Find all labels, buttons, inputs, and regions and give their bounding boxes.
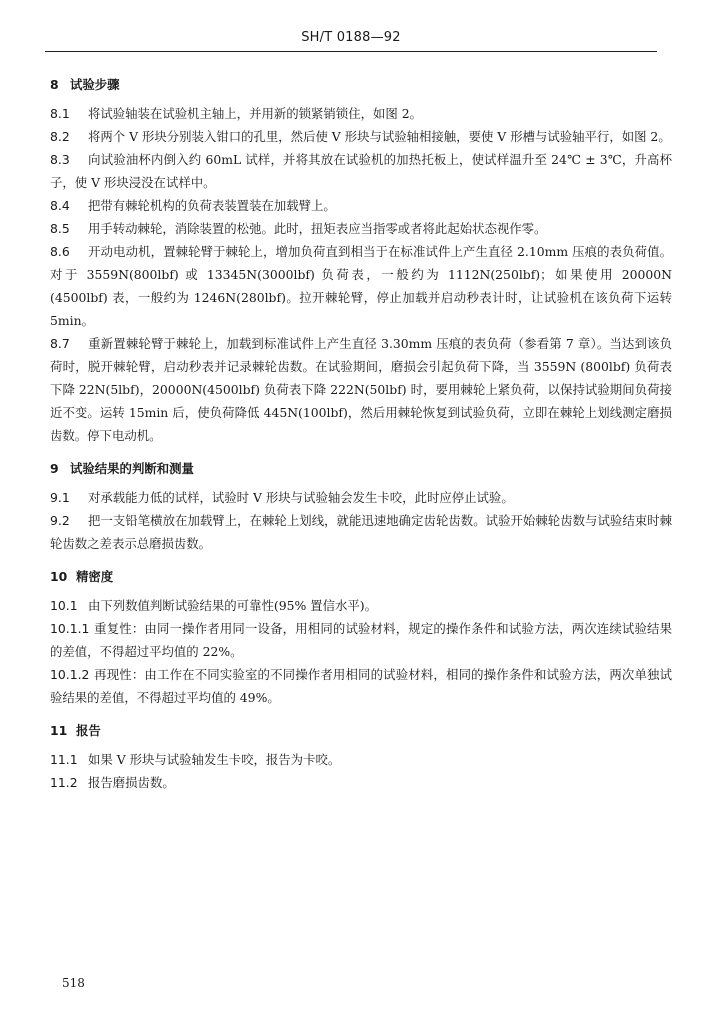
section-8: [50, 73, 672, 447]
section-11: [50, 719, 672, 794]
paragraph: [50, 194, 672, 217]
section-heading: [50, 457, 672, 480]
paragraph-number: 8.1: [50, 106, 70, 121]
paragraph-text: 将试验轴装在试验机主轴上，并用新的锁紧销锁住，如图 2。: [88, 106, 422, 121]
paragraph-number: 8.2: [50, 129, 70, 144]
paragraph-text: 把一支铅笔横放在加载臂上，在棘轮上划线，就能迅速地确定齿轮齿数。试验开始棘轮齿数与试验结束时棘轮齿数之差表示总磨损齿数。: [50, 513, 672, 551]
paragraph: [50, 240, 672, 332]
standard-code: SH/T 0188—92: [301, 30, 401, 45]
paragraph-text: 由下列数值判断试验结果的可靠性(95% 置信水平)。: [88, 598, 377, 613]
section-title: 试验结果的判断和测量: [70, 461, 194, 476]
paragraph: [50, 509, 672, 555]
paragraph-text: 开动电动机，置棘轮臂于棘轮上，增加负荷直到相当于在标准试件上产生直径 2.10mm 压痕的表负荷值。对于 3559N(800lbf) 或 13345N(3000lbf) 负荷表，一般约为 1112N(250lbf)；如果使用 20000N (4500lbf) 表，一般约为 1246N(280lbf)。拉开棘轮臂，停止加载并启动秒表计时，让试验机在该负荷下运转 5min。: [50, 244, 672, 328]
section-heading: [50, 73, 672, 96]
paragraph-text: 重新置棘轮臂于棘轮上，加载到标准试件上产生直径 3.30mm 压痕的表负荷（参看第 7 章）。当达到该负荷时，脱开棘轮臂，启动秒表并记录棘轮齿数。在试验期间，磨损会引起负荷下降，当 3559N (800lbf) 负荷表下降 22N(5lbf)，20000N(4500lbf) 负荷表下降 222N(50lbf) 时，要用棘轮上紧负荷，以保持试验期间负荷接近不变。运转 15min 后，使负荷降低 445N(100lbf)，然后用棘轮恢复到试验负荷，立即在棘轮上划线测定磨损齿数。停下电动机。: [50, 336, 672, 443]
section-number: 8: [50, 77, 59, 92]
paragraph: [50, 332, 672, 447]
header-rule: [45, 51, 657, 52]
paragraph: [50, 486, 672, 509]
paragraph-number: 10.1: [50, 598, 78, 613]
paragraph-number: 11.2: [50, 775, 78, 790]
section-10: [50, 565, 672, 709]
paragraph: [50, 148, 672, 194]
paragraph: [50, 663, 672, 709]
page-number: 518: [62, 976, 85, 990]
section-title: 试验步骤: [70, 77, 120, 92]
section-9: [50, 457, 672, 555]
paragraph-number: 9.2: [50, 513, 70, 528]
page-header: [0, 30, 702, 45]
paragraph-text: 向试验油杯内倒入约 60mL 试样，并将其放在试验机的加热托板上，使试样温升至 24℃ ± 3℃，升高杯子，使 V 形块浸没在试样中。: [50, 152, 672, 190]
paragraph-number: 8.5: [50, 221, 70, 236]
paragraph-text: 如果 V 形块与试验轴发生卡咬，报告为卡咬。: [88, 752, 341, 767]
paragraph-number: 10.1.2: [50, 667, 90, 682]
section-heading: [50, 565, 672, 588]
paragraph: [50, 102, 672, 125]
paragraph: [50, 125, 672, 148]
paragraph: [50, 594, 672, 617]
paragraph-number: 8.7: [50, 336, 70, 351]
section-number: 10: [50, 569, 68, 584]
paragraph: [50, 771, 672, 794]
paragraph-number: 8.4: [50, 198, 70, 213]
paragraph: [50, 617, 672, 663]
section-heading: [50, 719, 672, 742]
paragraph-text: 报告磨损齿数。: [88, 775, 175, 790]
paragraph-text: 用手转动棘轮，消除装置的松弛。此时，扭矩表应当指零或者将此起始状态视作零。: [88, 221, 547, 236]
paragraph-number: 9.1: [50, 490, 70, 505]
paragraph: [50, 217, 672, 240]
paragraph-number: 8.3: [50, 152, 70, 167]
section-number: 11: [50, 723, 68, 738]
paragraph-text: 对承载能力低的试样，试验时 V 形块与试验轴会发生卡咬，此时应停止试验。: [88, 490, 514, 505]
paragraph-text: 把带有棘轮机构的负荷表装置装在加载臂上。: [88, 198, 336, 213]
section-title: 报告: [76, 723, 101, 738]
paragraph-text: 将两个 V 形块分别装入钳口的孔里，然后使 V 形块与试验轴相接触，要使 V 形槽与试验轴平行，如图 2。: [88, 129, 671, 144]
paragraph-number: 10.1.1: [50, 621, 90, 636]
paragraph-number: 8.6: [50, 244, 70, 259]
paragraph-number: 11.1: [50, 752, 78, 767]
paragraph-text: 重复性：由同一操作者用同一设备，用相同的试验材料，规定的操作条件和试验方法，两次连续试验结果的差值，不得超过平均值的 22%。: [50, 621, 672, 659]
paragraph: [50, 748, 672, 771]
paragraph-text: 再现性：由工作在不同实验室的不同操作者用相同的试验材料，相同的操作条件和试验方法，两次单独试验结果的差值，不得超过平均值的 49%。: [50, 667, 672, 705]
section-title: 精密度: [76, 569, 114, 584]
section-number: 9: [50, 461, 59, 476]
document-body: [50, 73, 672, 804]
